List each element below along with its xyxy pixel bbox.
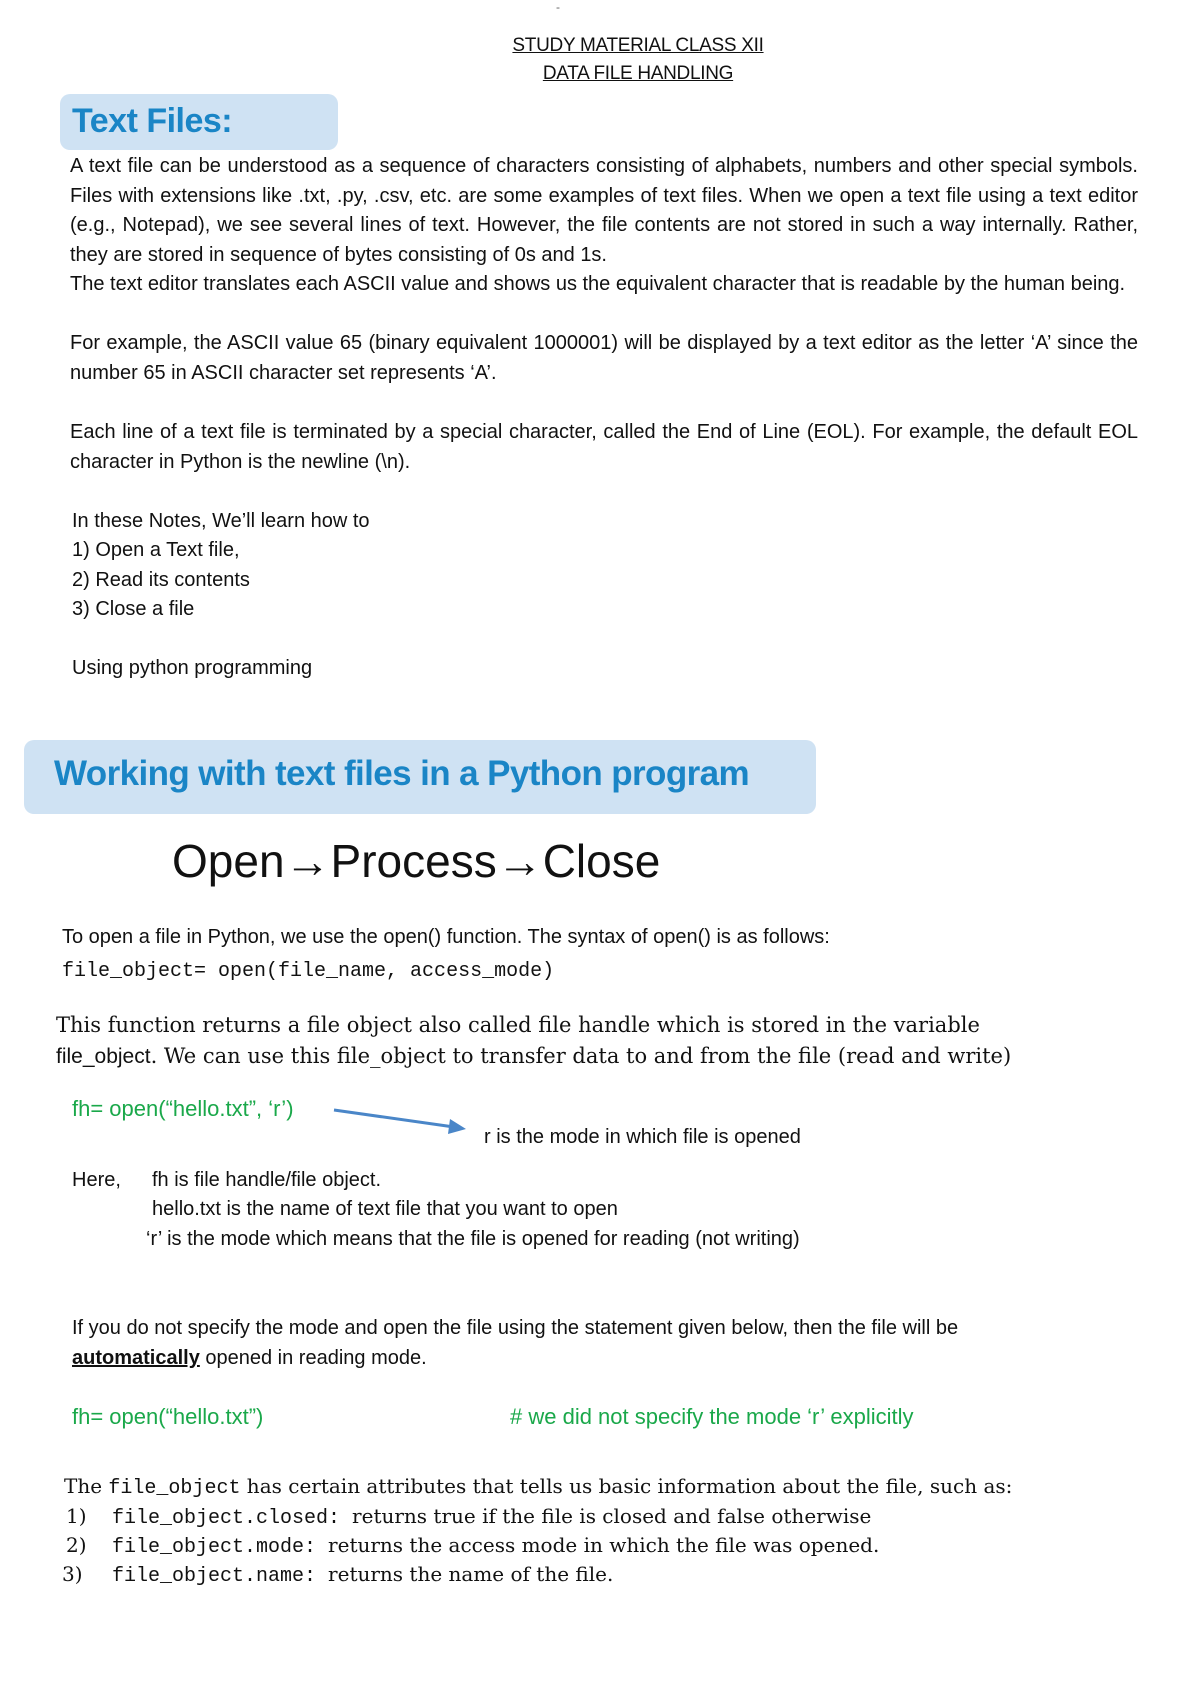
attribute-row (66, 1533, 879, 1559)
returns-line-2-rest: . We can use this file_object to transfer data to and from the file (read and write) (150, 1044, 1012, 1068)
attribute-desc: returns true if the file is closed and false otherwise (352, 1504, 872, 1528)
here-item: ‘r’ is the mode which means that the file is opened for reading (not writing) (146, 1228, 800, 1250)
text-files-paragraph-1: A text file can be understood as a sequence of characters consisting of alphabets, numbers and other special symbols. Files with extensions like .txt, .py, .csv, etc. are some examples of text files. When we open a text file using a text editor (e.g., Notepad), we see several lines of text. However, the file contents are not stored in such a way internally. Rather, they are stored in sequence of bytes consisting of 0s and 1s. (70, 155, 1138, 266)
attribute-code: file_object.mode: (112, 1536, 317, 1559)
text-files-paragraph-4: Each line of a text file is terminated by a special character, called the End of Line (EOL). For example, the default EOL character in Python is the newline (\n). (70, 421, 1138, 473)
default-mode-rest: opened in reading mode. (199, 1347, 427, 1369)
attribute-code: file_object.closed: (112, 1507, 341, 1530)
attribute-num: 3) (62, 1562, 83, 1586)
example-open-default-comment: # we did not specify the mode ‘r’ explicitly (510, 1404, 914, 1429)
learn-item: 3) Close a file (72, 598, 195, 620)
default-mode-line-1: If you do not specify the mode and open the file using the statement given below, then the file will be (72, 1317, 959, 1339)
open-intro: To open a file in Python, we use the open() function. The syntax of open() is as follows: (62, 926, 830, 948)
here-item: fh is file handle/file object. (152, 1169, 382, 1191)
learn-intro: In these Notes, We’ll learn how to (72, 510, 370, 532)
attribute-desc: returns the name of the file. (328, 1562, 614, 1586)
learn-item: 2) Read its contents (72, 569, 250, 591)
mode-note: r is the mode in which file is opened (484, 1126, 801, 1148)
using-python: Using python programming (72, 657, 313, 679)
doc-subtitle: DATA FILE HANDLING (542, 63, 734, 84)
working-banner (24, 740, 816, 814)
pointer-arrow-icon (330, 1105, 470, 1137)
attribute-num: 1) (66, 1504, 87, 1528)
text-files-banner (60, 94, 338, 150)
text-files-paragraph-2: The text editor translates each ASCII value and shows us the equivalent character that is readable by the human being. (70, 273, 1126, 295)
example-open-read: fh= open(“hello.txt”, ‘r’) (72, 1096, 294, 1121)
attribute-num: 2) (66, 1533, 87, 1557)
returns-line-2 (56, 1044, 1011, 1069)
text-files-paragraph-3: For example, the ASCII value 65 (binary equivalent 1000001) will be displayed by a text editor as the letter ‘A’ since the number 65 in ASCII character set represents ‘A’. (70, 332, 1138, 384)
attributes-intro-pre: The (64, 1474, 109, 1498)
attribute-code: file_object.name: (112, 1565, 317, 1588)
example-open-default: fh= open(“hello.txt”) (72, 1404, 264, 1429)
learn-item: 1) Open a Text file, (72, 539, 240, 561)
attributes-intro-post: has certain attributes that tells us basic information about the file, such as: (240, 1474, 1013, 1498)
working-heading: Working with text files in a Python program (54, 754, 750, 793)
returns-line-1: This function returns a file object also called file handle which is stored in the variable (56, 1013, 980, 1037)
automatically-term: automatically (72, 1347, 200, 1369)
default-mode-line-2 (72, 1344, 427, 1374)
here-item: hello.txt is the name of text file that you want to open (152, 1198, 618, 1220)
attributes-intro (64, 1474, 1012, 1500)
attribute-desc: returns the access mode in which the file was opened. (328, 1533, 880, 1557)
text-files-heading: Text Files: (72, 102, 233, 140)
attribute-row (66, 1504, 871, 1530)
doc-title: STUDY MATERIAL CLASS XII (512, 35, 764, 56)
open-syntax: file_object= open(file_name, access_mode) (62, 960, 555, 983)
header-dot: - (556, 0, 560, 14)
file-object-term: file_object (56, 1045, 151, 1068)
attribute-row (62, 1562, 613, 1588)
here-label: Here, (72, 1169, 121, 1191)
attributes-intro-code: file_object (108, 1477, 241, 1500)
flow-heading: Open→Process→Close (172, 835, 661, 887)
